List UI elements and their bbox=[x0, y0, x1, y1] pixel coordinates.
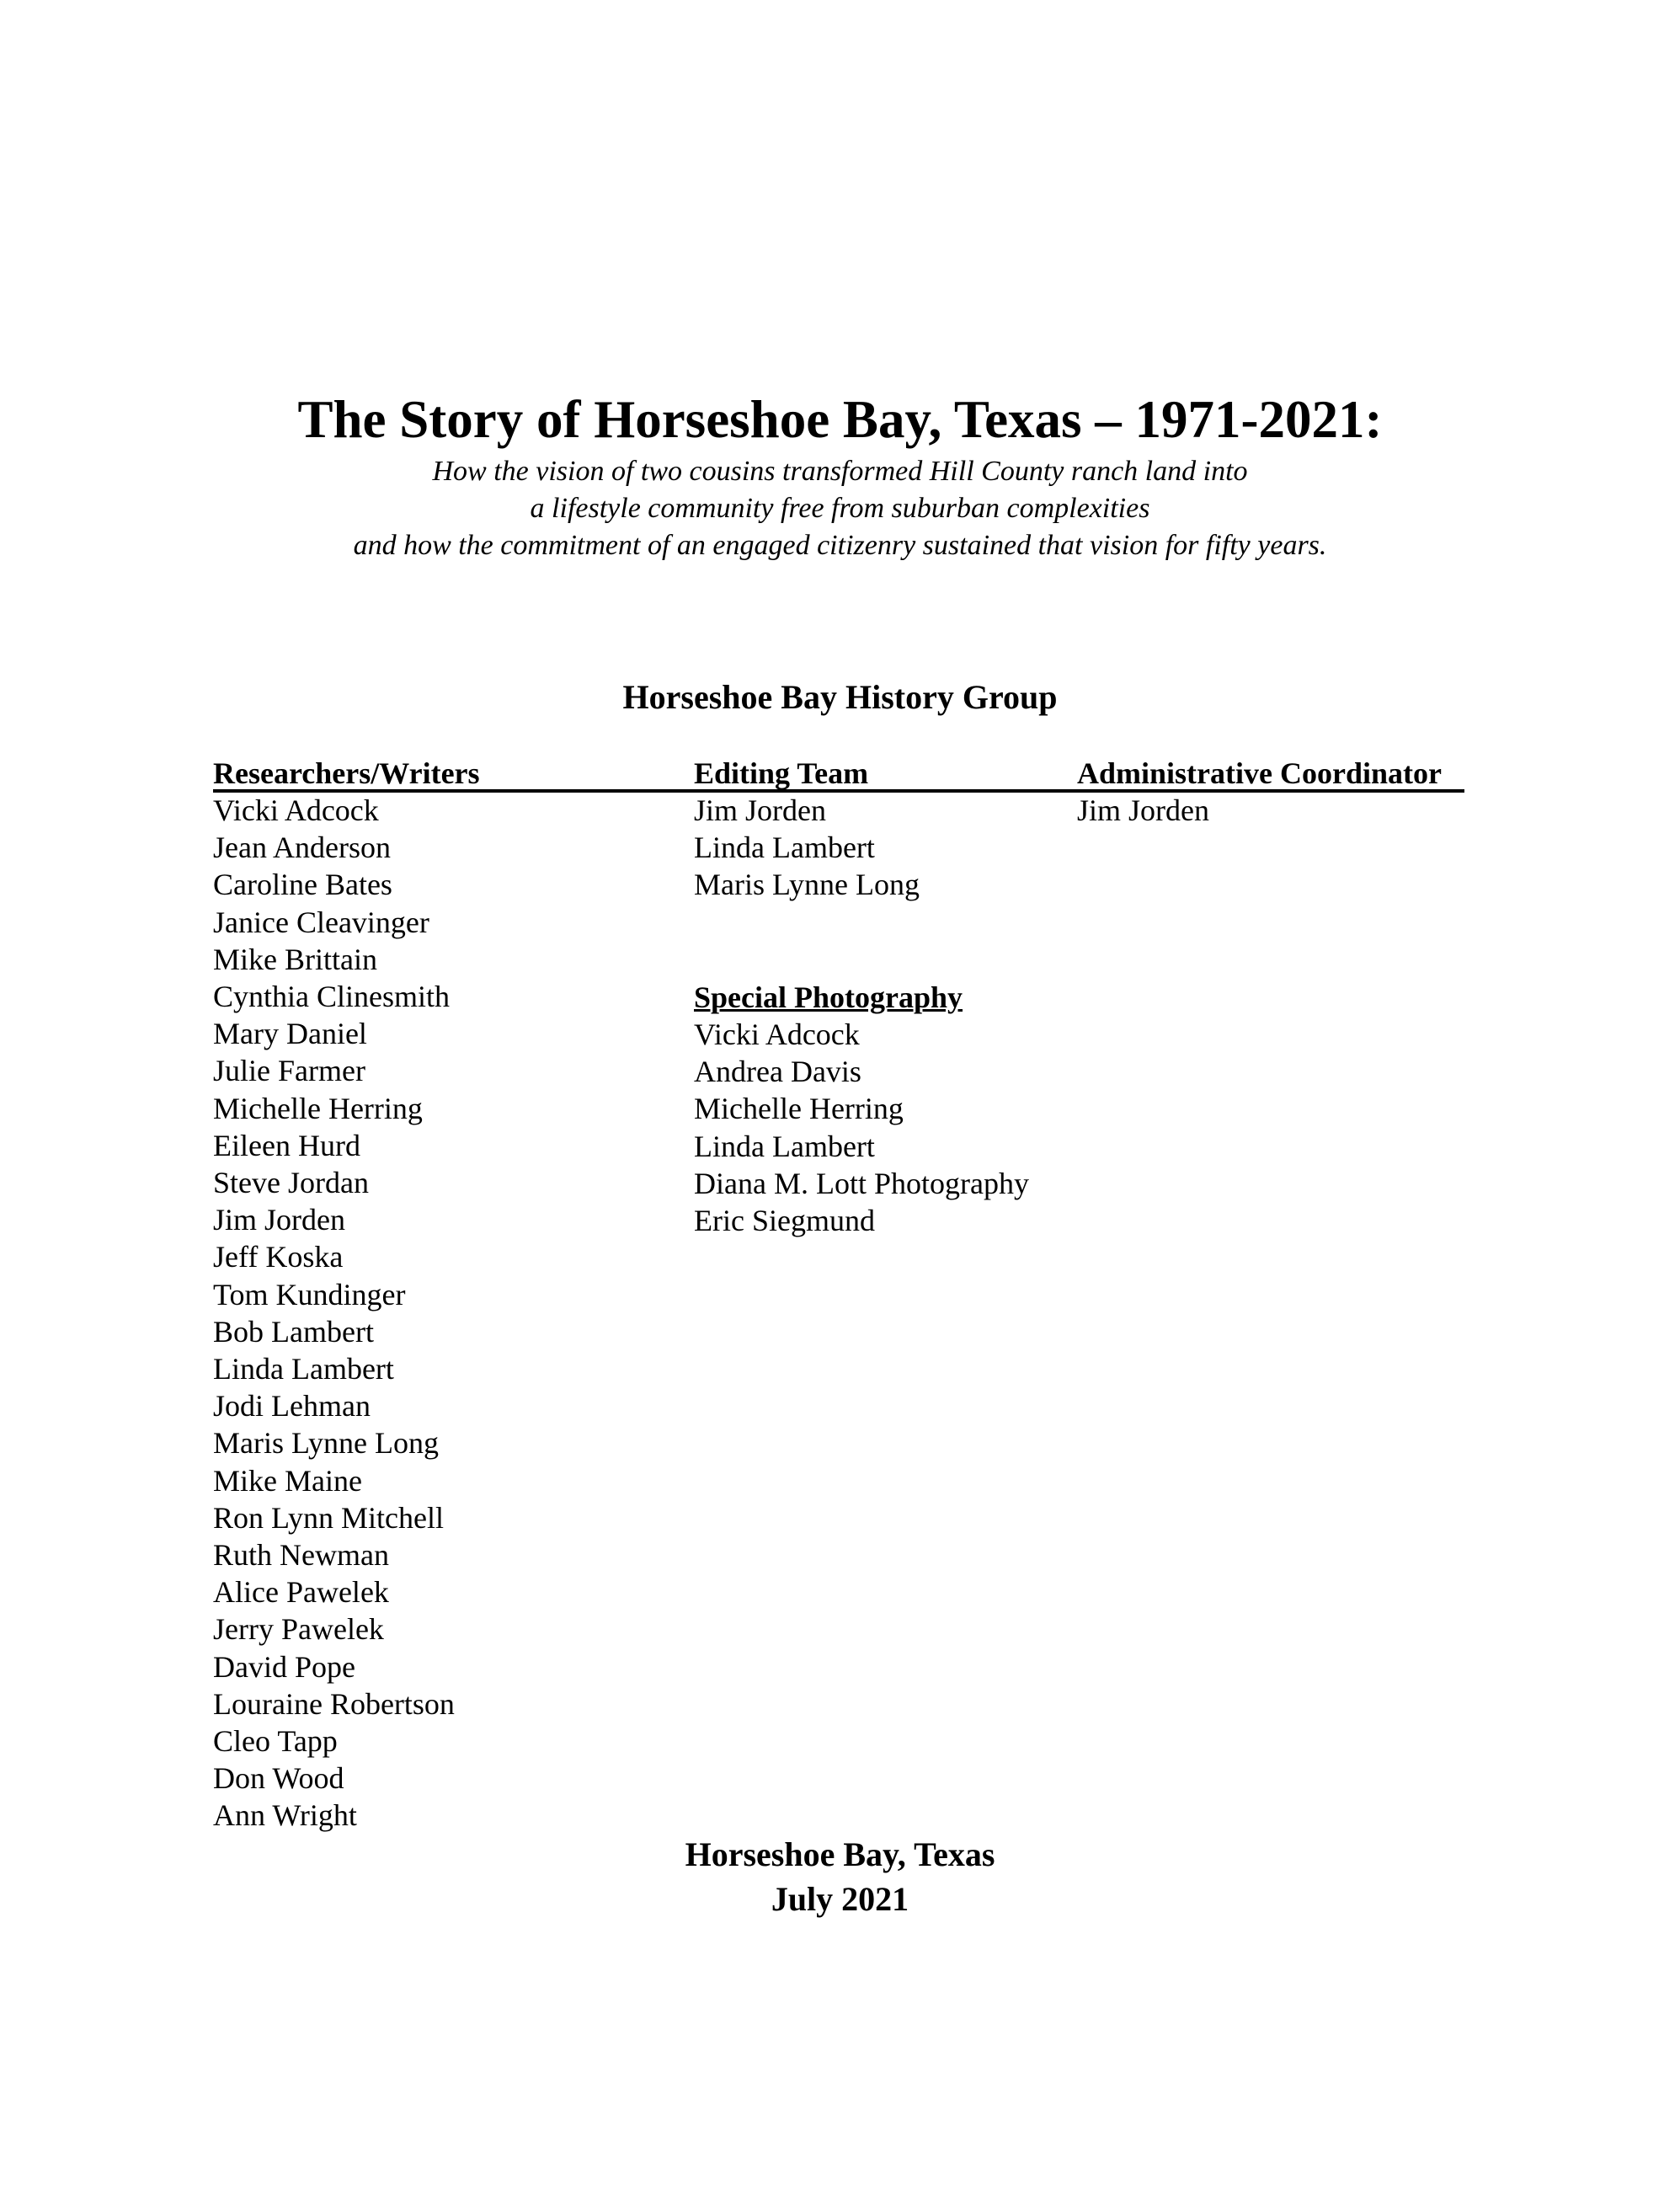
researchers-list bbox=[213, 792, 480, 1835]
list-item-name: Mary Daniel bbox=[213, 1017, 367, 1051]
list-item-name: Janice Cleavinger bbox=[213, 905, 429, 939]
admin-column bbox=[1077, 755, 1442, 829]
list-item-name: Michelle Herring bbox=[213, 1091, 423, 1125]
editing-column bbox=[694, 755, 920, 904]
list-item-name: Cynthia Clinesmith bbox=[213, 980, 451, 1014]
list-item-name: Linda Lambert bbox=[213, 1352, 394, 1386]
list-item-name: Alice Pawelek bbox=[213, 1575, 389, 1610]
list-item-name: Steve Jordan bbox=[213, 1166, 369, 1200]
subtitle-line: How the vision of two cousins transformed Hill County ranch land into bbox=[432, 456, 1248, 487]
list-item-name: Don Wood bbox=[213, 1761, 344, 1796]
list-item-name: David Pope bbox=[213, 1649, 355, 1684]
list-item-name: Maris Lynne Long bbox=[213, 1426, 439, 1461]
subtitle-line: a lifestyle community free from suburban complexities bbox=[530, 493, 1150, 524]
list-item-name: Mike Maine bbox=[213, 1463, 362, 1498]
list-item-name: Linda Lambert bbox=[694, 1129, 875, 1163]
photography-heading: Special Photography bbox=[694, 980, 963, 1014]
list-item-name: Jean Anderson bbox=[213, 831, 391, 865]
photography-list bbox=[694, 1016, 1029, 1239]
admin-heading: Administrative Coordinator bbox=[1077, 756, 1442, 790]
list-item-name: Tom Kundinger bbox=[213, 1277, 406, 1311]
footer-date: July 2021 bbox=[771, 1880, 909, 1918]
list-item-name: Cleo Tapp bbox=[213, 1724, 338, 1759]
list-item-name: Jeff Koska bbox=[213, 1240, 344, 1274]
list-item-name: Ann Wright bbox=[213, 1798, 357, 1833]
list-item-name: Jim Jorden bbox=[213, 1203, 345, 1237]
researchers-heading: Researchers/Writers bbox=[213, 756, 480, 790]
editing-list bbox=[694, 792, 920, 904]
editing-heading: Editing Team bbox=[694, 756, 869, 790]
photography-column bbox=[694, 979, 1029, 1239]
list-item-name: Eric Siegmund bbox=[694, 1204, 875, 1238]
subtitle-line: and how the commitment of an engaged citizenry sustained that vision for fifty years. bbox=[353, 530, 1327, 561]
group-heading: Horseshoe Bay History Group bbox=[622, 678, 1058, 716]
researchers-column bbox=[213, 755, 480, 1835]
list-item-name: Ruth Newman bbox=[213, 1538, 389, 1573]
list-item-name: Linda Lambert bbox=[694, 831, 875, 865]
list-item-name: Diana M. Lott Photography bbox=[694, 1166, 1029, 1200]
list-item-name: Louraine Robertson bbox=[213, 1686, 455, 1721]
list-item-name: Caroline Bates bbox=[213, 868, 392, 902]
admin-list bbox=[1077, 792, 1442, 829]
footer-place: Horseshoe Bay, Texas bbox=[685, 1835, 995, 1873]
list-item-name: Vicki Adcock bbox=[694, 1018, 860, 1051]
list-item-name: Jerry Pawelek bbox=[213, 1612, 384, 1647]
list-item-name: Vicki Adcock bbox=[213, 793, 379, 827]
list-item-name: Maris Lynne Long bbox=[694, 868, 920, 902]
document-title: The Story of Horseshoe Bay, Texas – 1971-2021: bbox=[297, 390, 1383, 449]
list-item-name: Michelle Herring bbox=[694, 1092, 904, 1126]
list-item-name: Jim Jorden bbox=[694, 793, 826, 827]
list-item-name: Andrea Davis bbox=[694, 1055, 861, 1089]
list-item-name: Jodi Lehman bbox=[213, 1389, 371, 1424]
list-item-name: Bob Lambert bbox=[213, 1314, 374, 1349]
list-item-name: Ron Lynn Mitchell bbox=[213, 1500, 444, 1535]
list-item-name: Mike Brittain bbox=[213, 942, 377, 976]
list-item-name: Eileen Hurd bbox=[213, 1128, 360, 1162]
list-item-name: Jim Jorden bbox=[1077, 793, 1209, 827]
list-item-name: Julie Farmer bbox=[213, 1054, 365, 1088]
